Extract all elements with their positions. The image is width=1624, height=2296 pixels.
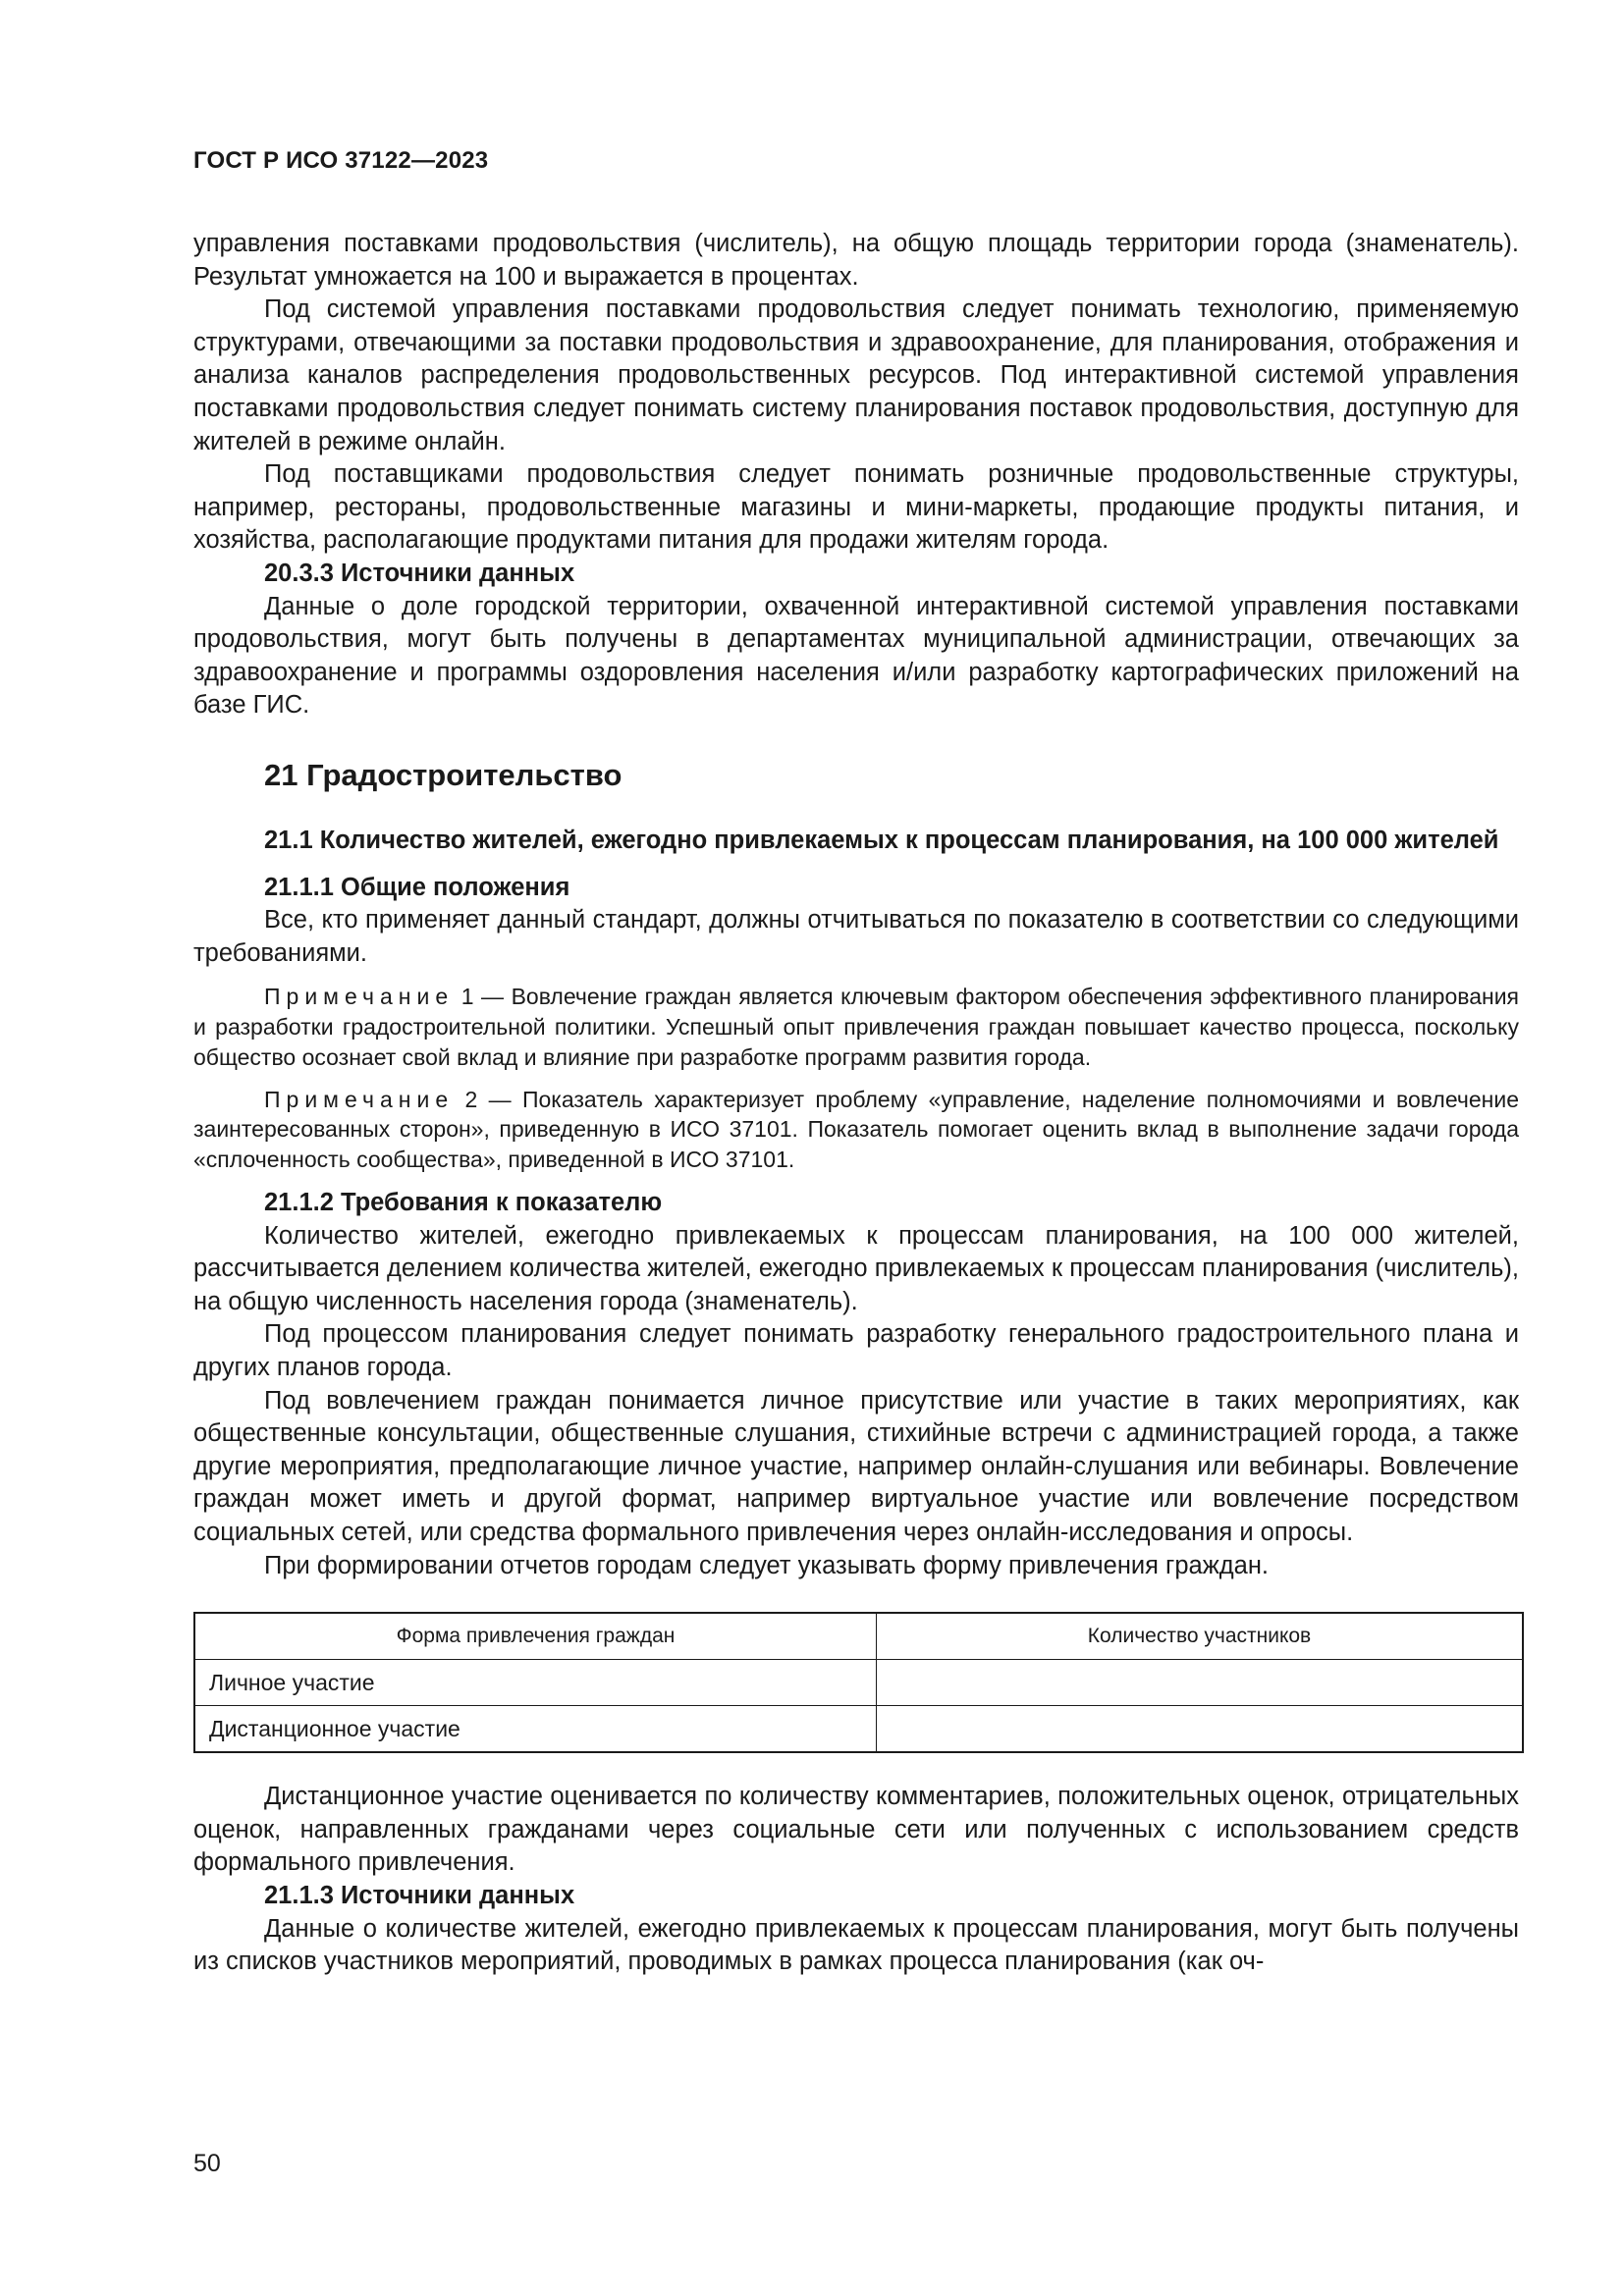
- document-body: [193, 228, 1519, 1979]
- table-header-cell: Количество участников: [877, 1613, 1524, 1660]
- table-cell: [877, 1706, 1524, 1753]
- paragraph: Под поставщиками продовольствия следует понимать розничные продовольственные структуры, например, рестораны, продовольственные магазины и мини-маркеты, продающие продукты питания, и хозяйства, располагающие продуктами питания для продажи жителям города.: [193, 460, 1519, 555]
- subclause-heading-21-1-1: 21.1.1 Общие положения: [264, 873, 570, 901]
- page-number: 50: [193, 2150, 221, 2177]
- note-text: 2 — Показатель характеризует проблему «управление, наделение полномочиями и вовлечение заинтересованных сторон», приведенную в ИСО 37101. Показатель помогает оценить вклад в выполнение задачи города «сплоченность сообщества», приведенной в ИСО 37101.: [193, 1086, 1519, 1173]
- note-label: Примечание: [264, 984, 455, 1010]
- table-cell: Дистанционное участие: [194, 1706, 877, 1753]
- paragraph: Количество жителей, ежегодно привлекаемых к процессам планирования, на 100 000 жителей, рассчитывается делением количества жителей, ежегодно привлекаемых к процессам планирования (числитель), на общую численность населения города (знаменатель).: [193, 1221, 1519, 1315]
- paragraph: управления поставками продовольствия (числитель), на общую площадь территории города (знаменатель). Результат умножается на 100 и выражается в процентах.: [193, 230, 1519, 291]
- paragraph: При формировании отчетов городам следует указывать форму привлечения граждан.: [264, 1551, 1270, 1579]
- subclause-heading-21-1-3: 21.1.3 Источники данных: [264, 1881, 575, 1909]
- paragraph: Все, кто применяет данный стандарт, должны отчитываться по показателю в соответствии со следующими требованиями.: [193, 906, 1519, 967]
- document-header: ГОСТ Р ИСО 37122—2023: [193, 147, 489, 174]
- table-header-cell: Форма привлечения граждан: [194, 1613, 877, 1660]
- table-row: [194, 1706, 1523, 1753]
- paragraph: Данные о количестве жителей, ежегодно привлекаемых к процессам планирования, могут быть получены из списков участников мероприятий, проводимых в рамках процесса планирования (как оч-: [193, 1914, 1519, 1976]
- clause-heading-21-1: 21.1 Количество жителей, ежегодно привлекаемых к процессам планирования, на 100 000 жителей: [264, 826, 1499, 854]
- note-text: 1 — Вовлечение граждан является ключевым фактором обеспечения эффективного планирования и разработки градостроительной политики. Успешный опыт привлечения граждан повышает качество процесса, поскольку общество осознает свой вклад и влияние при разработке программ развития города.: [193, 984, 1519, 1070]
- table-cell: Личное участие: [194, 1660, 877, 1706]
- paragraph: Под процессом планирования следует понимать разработку генерального градостроительного плана и других планов города.: [193, 1320, 1519, 1382]
- table-row: [194, 1660, 1523, 1706]
- note-2: [193, 1085, 1519, 1175]
- note-label: Примечание: [264, 1086, 455, 1112]
- paragraph: Данные о доле городской территории, охваченной интерактивной системой управления поставками продовольствия, могут быть получены в департаментах муниципальной администрации, отвечающих за здравоохранение и программы оздоровления населения и/или разработку картографических приложений на базе ГИС.: [193, 592, 1519, 720]
- participation-table: [193, 1612, 1524, 1753]
- section-heading-21: 21 Градостроительство: [264, 757, 623, 792]
- note-1: [193, 982, 1519, 1072]
- subclause-heading-21-1-2: 21.1.2 Требования к показателю: [264, 1189, 663, 1217]
- paragraph: Дистанционное участие оценивается по количеству комментариев, положительных оценок, отрицательных оценок, направленных гражданами через социальные сети или полученных с использованием средств формального привлечения.: [193, 1783, 1519, 1877]
- paragraph: Под вовлечением граждан понимается личное присутствие или участие в таких мероприятиях, как общественные консультации, общественные слушания, стихийные встречи с администрацией города, а также другие мероприятия, предполагающие личное участие, например онлайн-слушания или вебинары. Вовлечение граждан может иметь и другой формат, например виртуальное участие или вовлечение посредством социальных сетей, или средства формального привлечения через онлайн-исследования и опросы.: [193, 1386, 1519, 1546]
- table-cell: [877, 1660, 1524, 1706]
- paragraph: Под системой управления поставками продовольствия следует понимать технологию, применяемую структурами, отвечающими за поставки продовольствия и здравоохранение, для планирования, отображения и анализа каналов распределения продовольственных ресурсов. Под интерактивной системой управления поставками продовольствия следует понимать систему планирования поставок продовольствия, доступную для жителей в режиме онлайн.: [193, 295, 1519, 455]
- subclause-heading-20-3-3: 20.3.3 Источники данных: [264, 559, 575, 587]
- table-header-row: [194, 1613, 1523, 1660]
